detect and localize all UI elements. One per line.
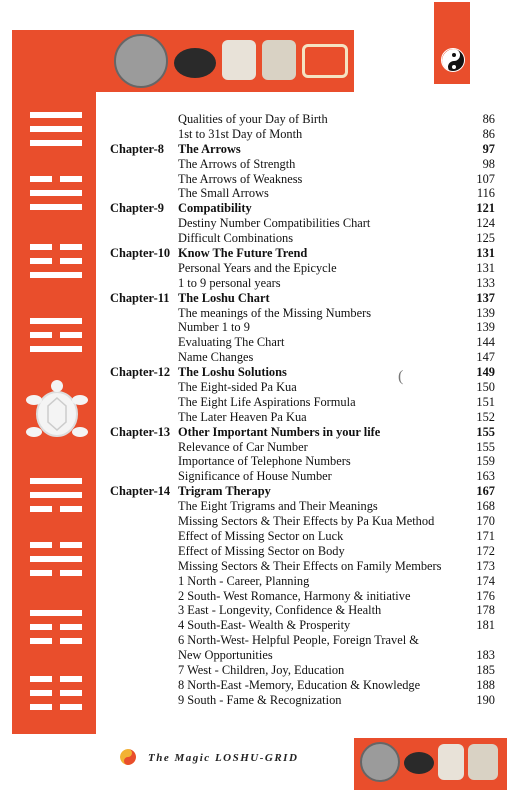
entry-title: The Eight Trigrams and Their Meanings [178, 499, 378, 514]
entry-title: The Later Heaven Pa Kua [178, 409, 307, 424]
page-number: 97 [482, 141, 495, 156]
toc-entry-row [110, 618, 495, 633]
page-number: 173 [476, 558, 495, 573]
lion-motif-icon [262, 40, 296, 80]
toc-entry-row [110, 693, 495, 708]
page-number: 124 [476, 216, 495, 231]
page-number: 159 [476, 454, 495, 469]
entry-title: Effect of Missing Sector on Luck [178, 528, 344, 543]
turtle-motif-icon [404, 752, 434, 774]
yin-yang-icon [120, 749, 136, 765]
entry-title: 6 North-West- Helpful People, Foreign Travel & [178, 633, 419, 648]
yin-yang-icon [441, 48, 465, 72]
page-number: 144 [476, 335, 495, 350]
page-number: 176 [476, 588, 495, 603]
page-number: 167 [476, 484, 495, 499]
chapter-label: Chapter-8 [110, 141, 164, 156]
page-number: 137 [476, 290, 495, 305]
toc-entry-row [110, 261, 495, 276]
page-number: 150 [476, 380, 495, 395]
page-number: 107 [476, 171, 495, 186]
entry-title: Number 1 to 9 [178, 320, 250, 335]
entry-title: Significance of House Number [178, 469, 332, 484]
toc-chapter-row [110, 291, 495, 306]
toc-entry-row [110, 544, 495, 559]
turtle-icon [26, 378, 88, 446]
trigram-icon [30, 112, 82, 148]
entry-title: 1 to 9 personal years [178, 275, 281, 290]
entry-title: The Small Arrows [178, 186, 269, 201]
entry-title: Relevance of Car Number [178, 439, 308, 454]
coin-motif-icon [114, 34, 168, 88]
toc-entry-row [110, 514, 495, 529]
entry-title: 3 East - Longevity, Confidence & Health [178, 603, 382, 618]
entry-title: 1 North - Career, Planning [178, 573, 310, 588]
page-number: 125 [476, 231, 495, 246]
turtle-motif-icon [174, 48, 216, 78]
entry-title: The Loshu Solutions [178, 365, 287, 380]
entry-title: 9 South - Fame & Recognization [178, 692, 342, 707]
toc-entry-row [110, 454, 495, 469]
toc-entry-row [110, 335, 495, 350]
page-number: 190 [476, 692, 495, 707]
toc-chapter-row [110, 484, 495, 499]
footer-book-title: The Magic LOSHU-GRID [148, 752, 299, 764]
entry-title: Name Changes [178, 350, 254, 365]
coin-motif-icon [360, 742, 400, 782]
page-number: 98 [482, 156, 495, 171]
toc-entry-row [110, 499, 495, 514]
toc-entry-row [110, 216, 495, 231]
lion-motif-icon [468, 744, 498, 780]
toc-chapter-row [110, 201, 495, 216]
toc-entry-row [110, 172, 495, 187]
page-number: 116 [476, 186, 495, 201]
toc-entry-row [110, 469, 495, 484]
page-number: 133 [476, 275, 495, 290]
entry-title: The meanings of the Missing Numbers [178, 305, 372, 320]
knot-motif-icon [302, 44, 348, 78]
page-number: 86 [482, 112, 495, 126]
stray-mark: ( [398, 368, 404, 385]
toc-entry-row [110, 306, 495, 321]
toc-entry-row [110, 678, 495, 693]
toc-entry-row [110, 440, 495, 455]
entry-title: The Arrows [178, 141, 241, 156]
toc-entry-row [110, 633, 495, 648]
page-number: 121 [476, 201, 495, 216]
page-number: 178 [476, 603, 495, 618]
page-number: 155 [476, 439, 495, 454]
page-number: 149 [476, 365, 495, 380]
trigram-icon [30, 542, 82, 578]
entry-title: 1st to 31st Day of Month [178, 126, 303, 141]
page-number: 131 [476, 246, 495, 261]
page-number: 168 [476, 499, 495, 514]
entry-title: Personal Years and the Epicycle [178, 260, 337, 275]
page-number: 185 [476, 662, 495, 677]
dragon-motif-icon [222, 40, 256, 80]
page-number: 172 [476, 543, 495, 558]
toc-entry-row [110, 589, 495, 604]
toc-entry-row [110, 395, 495, 410]
toc-entry-row [110, 603, 495, 618]
page-number: 147 [476, 350, 495, 365]
chapter-label: Chapter-12 [110, 365, 171, 380]
entry-title: Other Important Numbers in your life [178, 424, 381, 439]
toc-entry-row [110, 112, 495, 127]
toc-entry-row [110, 231, 495, 246]
entry-title: Effect of Missing Sector on Body [178, 543, 345, 558]
page-number: 188 [476, 677, 495, 692]
entry-title: 7 West - Children, Joy, Education [178, 662, 345, 677]
chapter-label: Chapter-14 [110, 484, 171, 499]
toc-chapter-row [110, 246, 495, 261]
trigram-icon [30, 478, 82, 514]
dragon-motif-icon [438, 744, 464, 780]
page-number: 139 [476, 320, 495, 335]
toc-chapter-row [110, 425, 495, 440]
trigram-icon [30, 318, 82, 354]
entry-title: The Eight Life Aspirations Formula [178, 394, 356, 409]
toc-entry-row [110, 320, 495, 335]
trigram-icon [30, 176, 82, 212]
toc-entry-row [110, 663, 495, 678]
entry-title: Missing Sectors & Their Effects by Pa Kua Method [178, 514, 435, 529]
toc-entry-row [110, 648, 495, 663]
page-number: 86 [482, 126, 495, 141]
entry-title: 2 South- West Romance, Harmony & initiative [178, 588, 411, 603]
trigram-icon [30, 244, 82, 280]
entry-title: 8 North-East -Memory, Education & Knowledge [178, 677, 421, 692]
toc-entry-row [110, 559, 495, 574]
entry-title: 4 South-East- Wealth & Prosperity [178, 618, 351, 633]
toc-entry-row [110, 350, 495, 365]
toc-entry-row [110, 157, 495, 172]
page-number: 151 [476, 394, 495, 409]
entry-title: Difficult Combinations [178, 231, 294, 246]
entry-title: The Arrows of Strength [178, 156, 296, 171]
toc-entry-row [110, 529, 495, 544]
toc-entry-row [110, 276, 495, 291]
chapter-label: Chapter-13 [110, 424, 171, 439]
entry-title: Evaluating The Chart [178, 335, 285, 350]
page-number: 170 [476, 514, 495, 529]
entry-title: Trigram Therapy [178, 484, 271, 499]
trigram-icon [30, 676, 82, 712]
toc-chapter-row [110, 142, 495, 157]
toc-entry-row [110, 574, 495, 589]
entry-title: New Opportunities [178, 648, 273, 663]
entry-title: Know The Future Trend [178, 246, 308, 261]
toc-entry-row [110, 127, 495, 142]
entry-title: Compatibility [178, 201, 252, 216]
toc-entry-row [110, 410, 495, 425]
entry-title: The Arrows of Weakness [178, 171, 303, 186]
entry-title: Missing Sectors & Their Effects on Family Members [178, 558, 442, 573]
entry-title: Importance of Telephone Numbers [178, 454, 351, 469]
page-number: 155 [476, 424, 495, 439]
chapter-label: Chapter-10 [110, 246, 171, 261]
toc-entry-row [110, 186, 495, 201]
trigram-icon [30, 610, 82, 646]
table-of-contents [110, 112, 495, 708]
page-number: 174 [476, 573, 495, 588]
entry-title: Destiny Number Compatibilities Chart [178, 216, 371, 231]
page-number: 139 [476, 305, 495, 320]
toc-entry-row [110, 380, 495, 395]
toc-chapter-row [110, 365, 495, 380]
page-number: 181 [476, 618, 495, 633]
page-number: 163 [476, 469, 495, 484]
page-number: 152 [476, 409, 495, 424]
chapter-label: Chapter-9 [110, 201, 164, 216]
chapter-label: Chapter-11 [110, 290, 170, 305]
entry-title: Qualities of your Day of Birth [178, 112, 328, 126]
page-number: 131 [476, 260, 495, 275]
page-number: 171 [476, 528, 495, 543]
entry-title: The Eight-sided Pa Kua [178, 380, 297, 395]
page-number: 183 [476, 648, 495, 663]
entry-title: The Loshu Chart [178, 290, 270, 305]
